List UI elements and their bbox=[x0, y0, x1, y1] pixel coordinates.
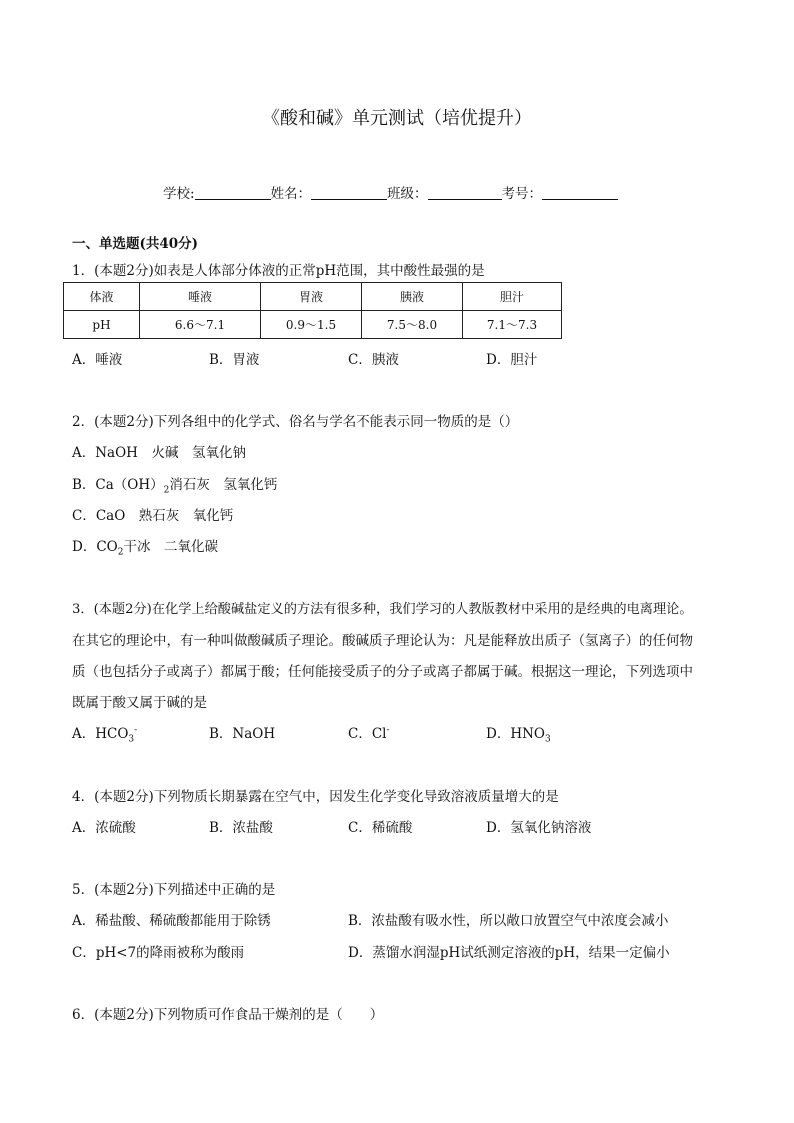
name-label: 姓名： bbox=[270, 186, 312, 202]
q2-option-c[interactable]: C．CaO 熟石灰 氧化钙 bbox=[72, 508, 234, 524]
question-3-line-1: 3．(本题2分)在化学上给酸碱盐定义的方法有很多种，我们学习的人教版教材中采用的是经典的电离理论。 bbox=[72, 602, 693, 617]
question-1-stem: 1．(本题2分)如表是人体部分体液的正常pH范围，其中酸性最强的是 bbox=[72, 263, 485, 279]
q2-option-d-text: D．CO bbox=[72, 539, 118, 555]
q4-option-b[interactable]: B．浓盐酸 bbox=[209, 820, 273, 836]
page-title: 《酸和碱》单元测试（培优提升） bbox=[262, 108, 532, 129]
q5-option-c[interactable]: C．pH<7的降雨被称为酸雨 bbox=[72, 945, 245, 961]
q3-option-b[interactable]: B．NaOH bbox=[209, 726, 276, 742]
table-cell: 7.1～7.3 bbox=[463, 311, 562, 339]
q5-option-b[interactable]: B．浓盐酸有吸水性，所以敞口放置空气中浓度会减小 bbox=[348, 913, 669, 929]
q3-option-d[interactable] bbox=[486, 722, 551, 745]
subscript: 3 bbox=[544, 734, 551, 745]
question-6-stem: 6．(本题2分)下列物质可作食品干燥剂的是（ ） bbox=[72, 1007, 384, 1023]
table-header-cell: 胃液 bbox=[261, 283, 362, 311]
q4-option-c[interactable]: C．稀硫酸 bbox=[348, 820, 413, 836]
q1-option-c[interactable]: C．胰液 bbox=[348, 352, 399, 368]
question-5-stem: 5．(本题2分)下列描述中正确的是 bbox=[72, 882, 276, 898]
exam-no-blank[interactable] bbox=[542, 185, 618, 200]
q5-option-d[interactable]: D．蒸馏水润湿pH试纸测定溶液的pH，结果一定偏小 bbox=[348, 945, 670, 961]
table-cell: 6.6～7.1 bbox=[140, 311, 261, 339]
name-blank[interactable] bbox=[311, 185, 387, 200]
table-header-cell: 胰液 bbox=[362, 283, 463, 311]
q3-option-a-text: A．HCO bbox=[72, 726, 129, 742]
q3-option-a[interactable] bbox=[72, 722, 137, 745]
q3-option-d-text: D．HNO bbox=[486, 726, 545, 742]
body-fluid-ph-table bbox=[63, 282, 562, 339]
superscript: - bbox=[386, 725, 390, 736]
class-label: 班级： bbox=[387, 186, 428, 202]
subscript: 2 bbox=[117, 547, 124, 558]
question-3-line-4: 既属于酸又属于碱的是 bbox=[72, 695, 207, 711]
question-3-line-2: 在其它的理论中，有一种叫做酸碱质子理论。酸碱质子理论认为：凡是能释放出质子（氢离子）的任何物 bbox=[72, 633, 693, 649]
q5-option-a[interactable]: A．稀盐酸、稀硫酸都能用于除锈 bbox=[72, 913, 271, 929]
school-label: 学校: bbox=[163, 186, 195, 202]
q2-option-d-rest: 干冰 二氧化碳 bbox=[123, 539, 218, 555]
q4-option-a[interactable]: A．浓硫酸 bbox=[72, 820, 136, 836]
q2-option-b-rest: 消石灰 氢氧化钙 bbox=[169, 477, 278, 493]
school-blank[interactable] bbox=[195, 185, 271, 200]
table-row bbox=[64, 311, 562, 339]
table-cell: pH bbox=[64, 311, 140, 339]
superscript: - bbox=[134, 725, 138, 736]
q2-option-b-text: B．Ca（OH） bbox=[72, 477, 164, 493]
table-header-row bbox=[64, 283, 562, 311]
q3-option-c-text: C．Cl bbox=[348, 726, 387, 742]
section-heading: 一、单选题(共40分) bbox=[72, 236, 199, 252]
q3-option-c[interactable] bbox=[348, 722, 390, 742]
table-header-cell: 胆汁 bbox=[463, 283, 562, 311]
q4-option-d[interactable]: D．氢氧化钠溶液 bbox=[486, 820, 592, 836]
question-4-stem: 4．(本题2分)下列物质长期暴露在空气中，因发生化学变化导致溶液质量增大的是 bbox=[72, 789, 559, 805]
subscript: 2 bbox=[163, 485, 170, 496]
q1-option-a[interactable]: A．唾液 bbox=[72, 352, 123, 368]
table-cell: 7.5～8.0 bbox=[362, 311, 463, 339]
table-header-cell: 体液 bbox=[64, 283, 140, 311]
table-cell: 0.9～1.5 bbox=[261, 311, 362, 339]
subscript: 3 bbox=[128, 734, 135, 745]
question-2-stem: 2．(本题2分)下列各组中的化学式、俗名与学名不能表示同一物质的是（） bbox=[72, 414, 519, 430]
student-info-line bbox=[163, 182, 618, 202]
exam-no-label: 考号： bbox=[501, 186, 543, 202]
q1-option-b[interactable]: B．胃液 bbox=[209, 352, 260, 368]
class-blank[interactable] bbox=[428, 185, 502, 200]
q1-option-d[interactable]: D．胆汁 bbox=[486, 352, 538, 368]
q2-option-a[interactable]: A．NaOH 火碱 氢氧化钠 bbox=[72, 445, 246, 461]
q2-option-b[interactable] bbox=[72, 473, 277, 496]
question-3-line-3: 质（也包括分子或离子）都属于酸；任何能接受质子的分子或离子都属于碱。根据这一理论，下列选项中 bbox=[72, 664, 693, 680]
table-header-cell: 唾液 bbox=[140, 283, 261, 311]
q2-option-d[interactable] bbox=[72, 535, 218, 558]
